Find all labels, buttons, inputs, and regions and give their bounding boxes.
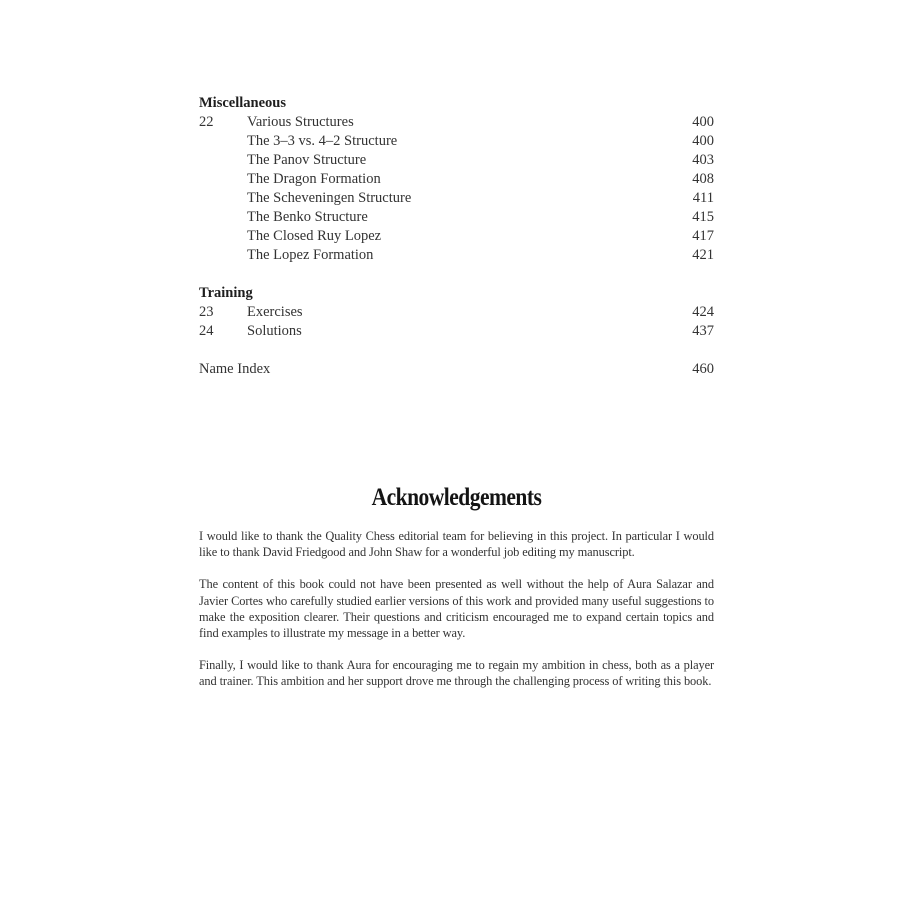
toc-section-training [199, 284, 714, 341]
toc-entry-title: The Closed Ruy Lopez [247, 228, 382, 244]
toc-page-number: 408 [692, 171, 714, 187]
toc-row [199, 151, 714, 170]
toc-row [199, 132, 714, 151]
acknowledgements-paragraph: Finally, I would like to thank Aura for encouraging me to regain my ambition in chess, both as a player and trainer. This ambition and her support drove me through the challenging process of writing this book. [199, 658, 714, 689]
toc-spacer [199, 341, 714, 360]
toc-page-number: 415 [692, 209, 714, 225]
toc-section-heading: Miscellaneous [199, 95, 286, 111]
acknowledgements-paragraph: The content of this book could not have been presented as well without the help of Aura Salazar and Javier Cortes who carefully studied earlier versions of this work and provided many useful suggestions to make the exposition clearer. Their questions and criticism encouraged me to expand certain topics and find examples to illustrate my message in a better way. [199, 577, 714, 641]
toc-page-number: 400 [692, 133, 714, 149]
toc-page-number: 411 [692, 190, 714, 206]
toc-section-heading: Training [199, 285, 253, 301]
toc-page-number: 400 [692, 114, 714, 130]
toc-entry-title: The 3–3 vs. 4–2 Structure [247, 133, 398, 149]
table-of-contents [199, 94, 714, 379]
toc-row [199, 208, 714, 227]
toc-spacer [199, 265, 714, 284]
toc-page-number: 417 [692, 228, 714, 244]
toc-row [199, 113, 714, 132]
toc-row [199, 246, 714, 265]
toc-chapter-number [199, 189, 247, 208]
toc-entry-title: Name Index [199, 361, 271, 377]
toc-chapter-number [199, 170, 247, 189]
toc-entry-title: The Lopez Formation [247, 247, 374, 263]
toc-page-number: 437 [692, 323, 714, 339]
toc-entry-title: The Dragon Formation [247, 171, 381, 187]
toc-entry-title: Solutions [247, 323, 302, 339]
toc-row [199, 170, 714, 189]
toc-chapter-number: 23 [199, 304, 214, 320]
toc-entry-title: The Panov Structure [247, 152, 367, 168]
toc-chapter-number [199, 151, 247, 170]
toc-page-number: 424 [692, 304, 714, 320]
toc-page-number: 421 [692, 247, 714, 263]
toc-row [199, 227, 714, 246]
toc-page-number: 460 [692, 361, 714, 377]
toc-page-number: 403 [692, 152, 714, 168]
toc-row-name-index [199, 360, 714, 379]
acknowledgements-section [199, 478, 714, 706]
toc-chapter-number [199, 132, 247, 151]
toc-chapter-number [199, 208, 247, 227]
toc-chapter-number [199, 246, 247, 265]
acknowledgements-paragraph: I would like to thank the Quality Chess editorial team for believing in this project. In particular I would like to thank David Friedgood and John Shaw for a wonderful job editing my manuscript. [199, 529, 714, 560]
toc-row [199, 189, 714, 208]
toc-entry-title: The Benko Structure [247, 209, 368, 225]
toc-section-miscellaneous [199, 94, 714, 265]
toc-chapter-number: 22 [199, 114, 214, 130]
toc-row [199, 303, 714, 322]
toc-chapter-number: 24 [199, 323, 214, 339]
toc-entry-title: Various Structures [247, 114, 354, 130]
acknowledgements-title: Acknowledgements [371, 484, 542, 511]
toc-entry-title: The Scheveningen Structure [247, 190, 412, 206]
toc-row [199, 322, 714, 341]
toc-chapter-number [199, 227, 247, 246]
toc-entry-title: Exercises [247, 304, 303, 320]
